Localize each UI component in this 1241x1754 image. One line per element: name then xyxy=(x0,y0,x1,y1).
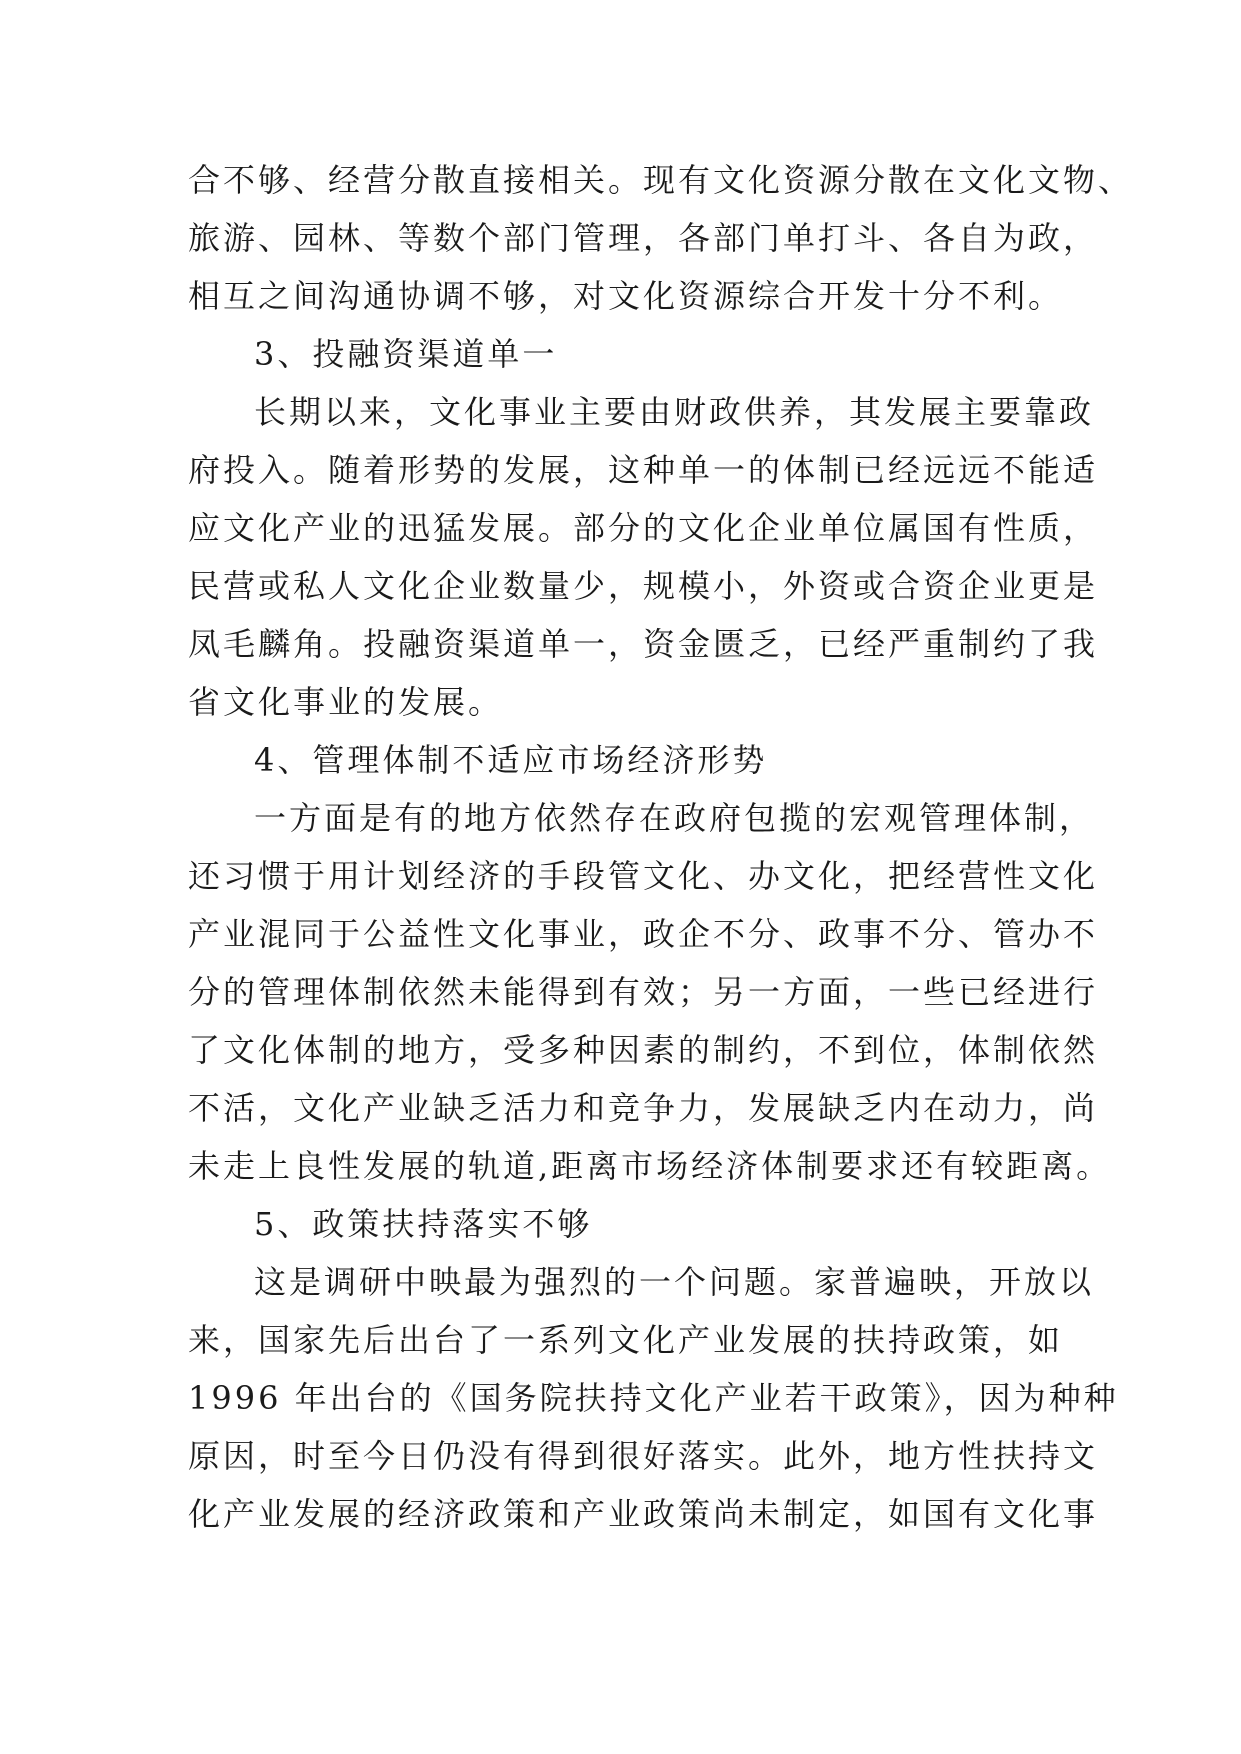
text-line: 未走上良性发展的轨道,距离市场经济体制要求还有较距离。 xyxy=(188,1147,1112,1185)
text-line: 分的管理体制依然未能得到有效；另一方面，一些已经进行 xyxy=(188,973,1099,1011)
text-line: 产业混同于公益性文化事业，政企不分、政事不分、管办不 xyxy=(188,915,1099,953)
text-line: 不活，文化产业缺乏活力和竞争力，发展缺乏内在动力，尚 xyxy=(188,1089,1099,1127)
section-heading-4: 4、管理体制不适应市场经济形势 xyxy=(254,741,768,779)
text-line: 还习惯于用计划经济的手段管文化、办文化，把经营性文化 xyxy=(188,857,1099,895)
text-line: 民营或私人文化企业数量少，规模小，外资或合资企业更是 xyxy=(188,567,1099,605)
text-line: 府投入。随着形势的发展，这种单一的体制已经远远不能适 xyxy=(188,451,1099,489)
text-line: 相互之间沟通协调不够，对文化资源综合开发十分不利。 xyxy=(188,277,1064,315)
paragraph-start-line: 长期以来，文化事业主要由财政供养，其发展主要靠政 xyxy=(254,393,1095,431)
text-line: 合不够、经营分散直接相关。现有文化资源分散在文化文物、 xyxy=(188,161,1134,199)
text-line: 化产业发展的经济政策和产业政策尚未制定，如国有文化事 xyxy=(188,1495,1099,1533)
text-line: 旅游、园林、等数个部门管理，各部门单打斗、各自为政， xyxy=(188,219,1099,257)
paragraph-start-line: 这是调研中映最为强烈的一个问题。家普遍映，开放以 xyxy=(254,1263,1095,1301)
document-body xyxy=(188,151,1134,1543)
text-line: 省文化事业的发展。 xyxy=(188,683,504,721)
text-line: 凤毛麟角。投融资渠道单一，资金匮乏，已经严重制约了我 xyxy=(188,625,1099,663)
text-line: 1996 年出台的《国务院扶持文化产业若干政策》，因为种种 xyxy=(188,1379,1119,1417)
section-heading-3: 3、投融资渠道单一 xyxy=(254,335,558,373)
text-line: 来，国家先后出台了一系列文化产业发展的扶持政策，如 xyxy=(188,1321,1064,1359)
section-heading-5: 5、政策扶持落实不够 xyxy=(254,1205,593,1243)
text-line: 原因，时至今日仍没有得到很好落实。此外，地方性扶持文 xyxy=(188,1437,1099,1475)
text-line: 应文化产业的迅猛发展。部分的文化企业单位属国有性质， xyxy=(188,509,1099,547)
text-line: 了文化体制的地方，受多种因素的制约，不到位，体制依然 xyxy=(188,1031,1099,1069)
paragraph-start-line: 一方面是有的地方依然存在政府包揽的宏观管理体制， xyxy=(254,799,1095,837)
